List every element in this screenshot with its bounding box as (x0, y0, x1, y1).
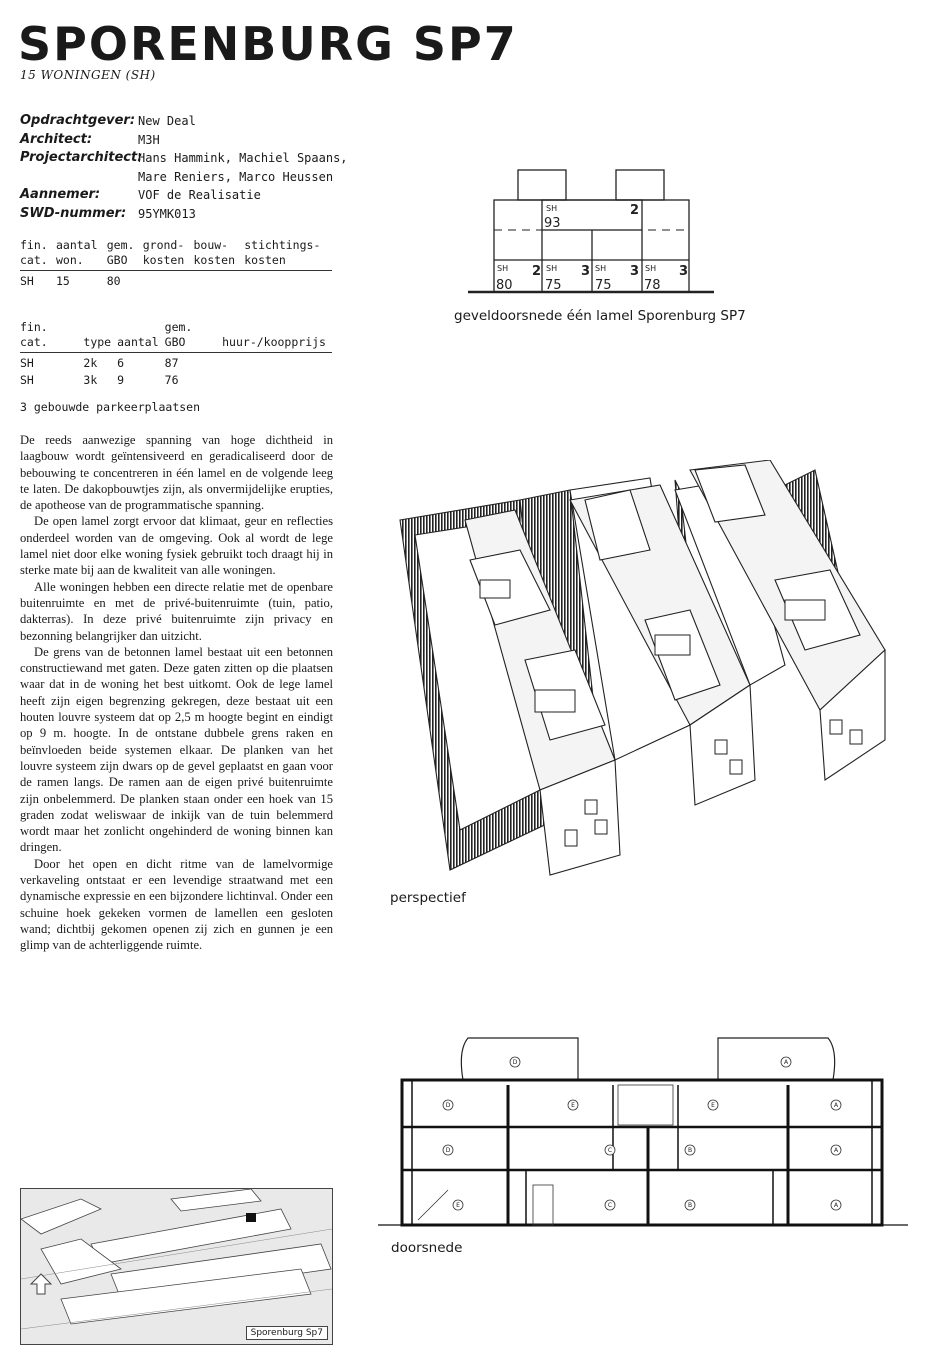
table-cell (244, 271, 332, 289)
column-header: type (83, 320, 117, 353)
cross-section-caption: doorsnede (391, 1240, 463, 1256)
table-header-row (20, 320, 332, 353)
info-value: 95YMK013 (138, 206, 196, 221)
unit-type: 3 (581, 264, 591, 279)
info-value: Mare Reniers, Marco Heussen (138, 169, 334, 184)
site-map (20, 1188, 333, 1345)
facade-section-diagram (466, 165, 716, 295)
unit-letter: B (687, 1202, 693, 1209)
table-cell: 6 (117, 356, 125, 370)
column-header: aantal won. (56, 238, 107, 271)
info-label (20, 168, 138, 187)
unit-letter: E (456, 1202, 460, 1209)
info-row (20, 168, 350, 187)
table-cell: 76 (164, 373, 179, 387)
unit-type: 3 (679, 264, 689, 279)
column-header: bouw- kosten (193, 238, 244, 271)
housing-type-table (20, 320, 332, 387)
column-header: gem. GBO (107, 238, 143, 271)
unit-letter: C (607, 1147, 613, 1154)
cross-section-drawing (378, 1030, 908, 1235)
unit-letter: B (687, 1147, 693, 1154)
unit-letter: D (445, 1102, 451, 1109)
unit-size: 93 (544, 216, 561, 231)
unit-type: 3 (630, 264, 640, 279)
info-row (20, 112, 350, 131)
body-text (20, 432, 333, 954)
financial-table (20, 238, 332, 288)
table-cell (222, 370, 332, 387)
table-cell: 9 (117, 373, 125, 387)
unit-letter: A (833, 1147, 839, 1154)
info-value: Hans Hammink, Machiel Spaans, (138, 151, 348, 165)
column-header: fin. cat. (20, 238, 56, 271)
paragraph: Door het open en dicht ritme van de lamelvormige verkaveling ontstaat er een levendige straatwand met een dynamische expressie en een bijzondere lichtinval. Onder een schuine hoek gekeken vormen de lamellen een gesloten wand; dichtbij gekomen openen zij zich en gunnen je een glimp van de achterliggende ruimte. (20, 856, 333, 953)
paragraph: De reeds aanwezige spanning van hoge dichtheid in laagbouw wordt geïntensiveerd en geradicaliseerd door de bebouwing te concentreren in één lamel en de volgende leeg te laten. De dakopbouwtjes zijn, als onvermijdelijke erupties, de apotheose van de programmatische spanning. (20, 433, 333, 513)
paragraph: De open lamel zorgt ervoor dat klimaat, geur en reflecties onderdeel worden van de omgeving. Ook al wordt de lege lamel niet door elke woning fysiek gebruikt toch draagt hij in sterke mate bij aan de kwaliteit van alle woningen. (20, 514, 333, 578)
table-cell: 2k (83, 356, 98, 370)
section-diagram-caption: geveldoorsnede één lamel Sporenburg SP7 (454, 308, 746, 324)
unit-type: 2 (630, 203, 640, 218)
info-label: Projectarchitect: (20, 150, 143, 165)
paragraph: Alle woningen hebben een directe relatie met de openbare buitenruimte en met de privé-buitenruimte (tuin, patio, dakterras). In deze privé buitenruimte zijn privacy en bezonning belangrijker dan uitzicht. (20, 579, 333, 643)
table-cell: SH (20, 356, 34, 370)
info-label: Architect: (20, 131, 93, 147)
table-cell: SH (20, 373, 34, 387)
perspective-caption: perspectief (390, 890, 466, 906)
info-row (20, 186, 350, 205)
table-cell: 80 (106, 274, 121, 288)
unit-letter: C (607, 1202, 613, 1209)
info-row (20, 149, 350, 168)
info-value: M3H (138, 132, 160, 147)
unit-letter: A (833, 1102, 839, 1109)
info-value: New Deal (138, 114, 196, 128)
info-row (20, 131, 350, 150)
column-header: huur-/koopprijs (222, 320, 332, 353)
parking-note: 3 gebouwde parkeerplaatsen (20, 400, 201, 414)
page-title: SPORENBURG SP7 (18, 17, 518, 71)
table-cell (222, 353, 332, 371)
unit-size: 75 (545, 278, 562, 293)
table-cell: 87 (164, 356, 179, 370)
table-header-row (20, 238, 332, 271)
unit-category: SH (645, 264, 657, 273)
table-cell (143, 271, 194, 289)
info-label: Opdrachtgever: (20, 113, 136, 128)
table-cell: SH (20, 274, 34, 288)
unit-category: SH (595, 264, 607, 273)
unit-type: 2 (532, 264, 542, 279)
unit-letter: D (445, 1147, 451, 1154)
unit-letter: D (512, 1059, 518, 1066)
project-location-marker (246, 1213, 256, 1222)
info-label: Aannemer: (20, 187, 101, 202)
column-header: fin. cat. (20, 320, 83, 353)
site-map-drawing (21, 1189, 332, 1344)
column-header: aantal (117, 320, 165, 353)
site-map-label: Sporenburg Sp7 (246, 1326, 328, 1340)
unit-category: SH (546, 204, 558, 213)
page-subtitle: 15 WONINGEN (SH) (20, 68, 156, 82)
info-row (20, 205, 350, 224)
table-cell: 15 (55, 274, 70, 288)
unit-letter: E (571, 1102, 575, 1109)
info-label: SWD-nummer: (20, 205, 127, 221)
column-header: stichtings- kosten (244, 238, 332, 271)
table-cell (193, 271, 244, 289)
unit-size: 80 (496, 278, 513, 293)
unit-size: 75 (595, 278, 612, 293)
paragraph: De grens van de betonnen lamel bestaat uit een betonnen constructiewand met gaten. Deze gaten zitten op die plaatsen waar dat in de woning het best uitkomt. Ook de lege lamel heeft zijn eigen begrenzing gekregen, deze bestaat uit een houten louvre systeem dat op 2,5 m hoogte begint en eindigt op 9 m. hoogte. In de ontstane dubbele grens raken en beïnvloeden beide systemen elkaar. De planken van het louvre systeem zijn dwars op de gevel geplaatst en gaan voor de ramen langs. De ramen aan de eigen privé buitenruimte zijn onbelemmerd. De planken staan onder een hoek van 15 graden zodat weliswaar de inkijk van de tuin belemmerd wordt maar het zonlicht ongehinderd de woning binnen kan dringen. (20, 644, 333, 855)
perspective-drawing (390, 460, 890, 880)
table-row (20, 370, 332, 387)
unit-letter: A (833, 1202, 839, 1209)
unit-category: SH (546, 264, 558, 273)
column-header: gem. GBO (165, 320, 222, 353)
table-row (20, 353, 332, 371)
unit-size: 78 (644, 278, 661, 293)
column-header: grond- kosten (143, 238, 194, 271)
info-value: VOF de Realisatie (138, 188, 261, 202)
table-cell: 3k (83, 373, 98, 387)
unit-letter: A (783, 1059, 789, 1066)
project-info (20, 112, 350, 223)
unit-category: SH (497, 264, 509, 273)
unit-letter: E (711, 1102, 715, 1109)
table-row (20, 271, 332, 289)
